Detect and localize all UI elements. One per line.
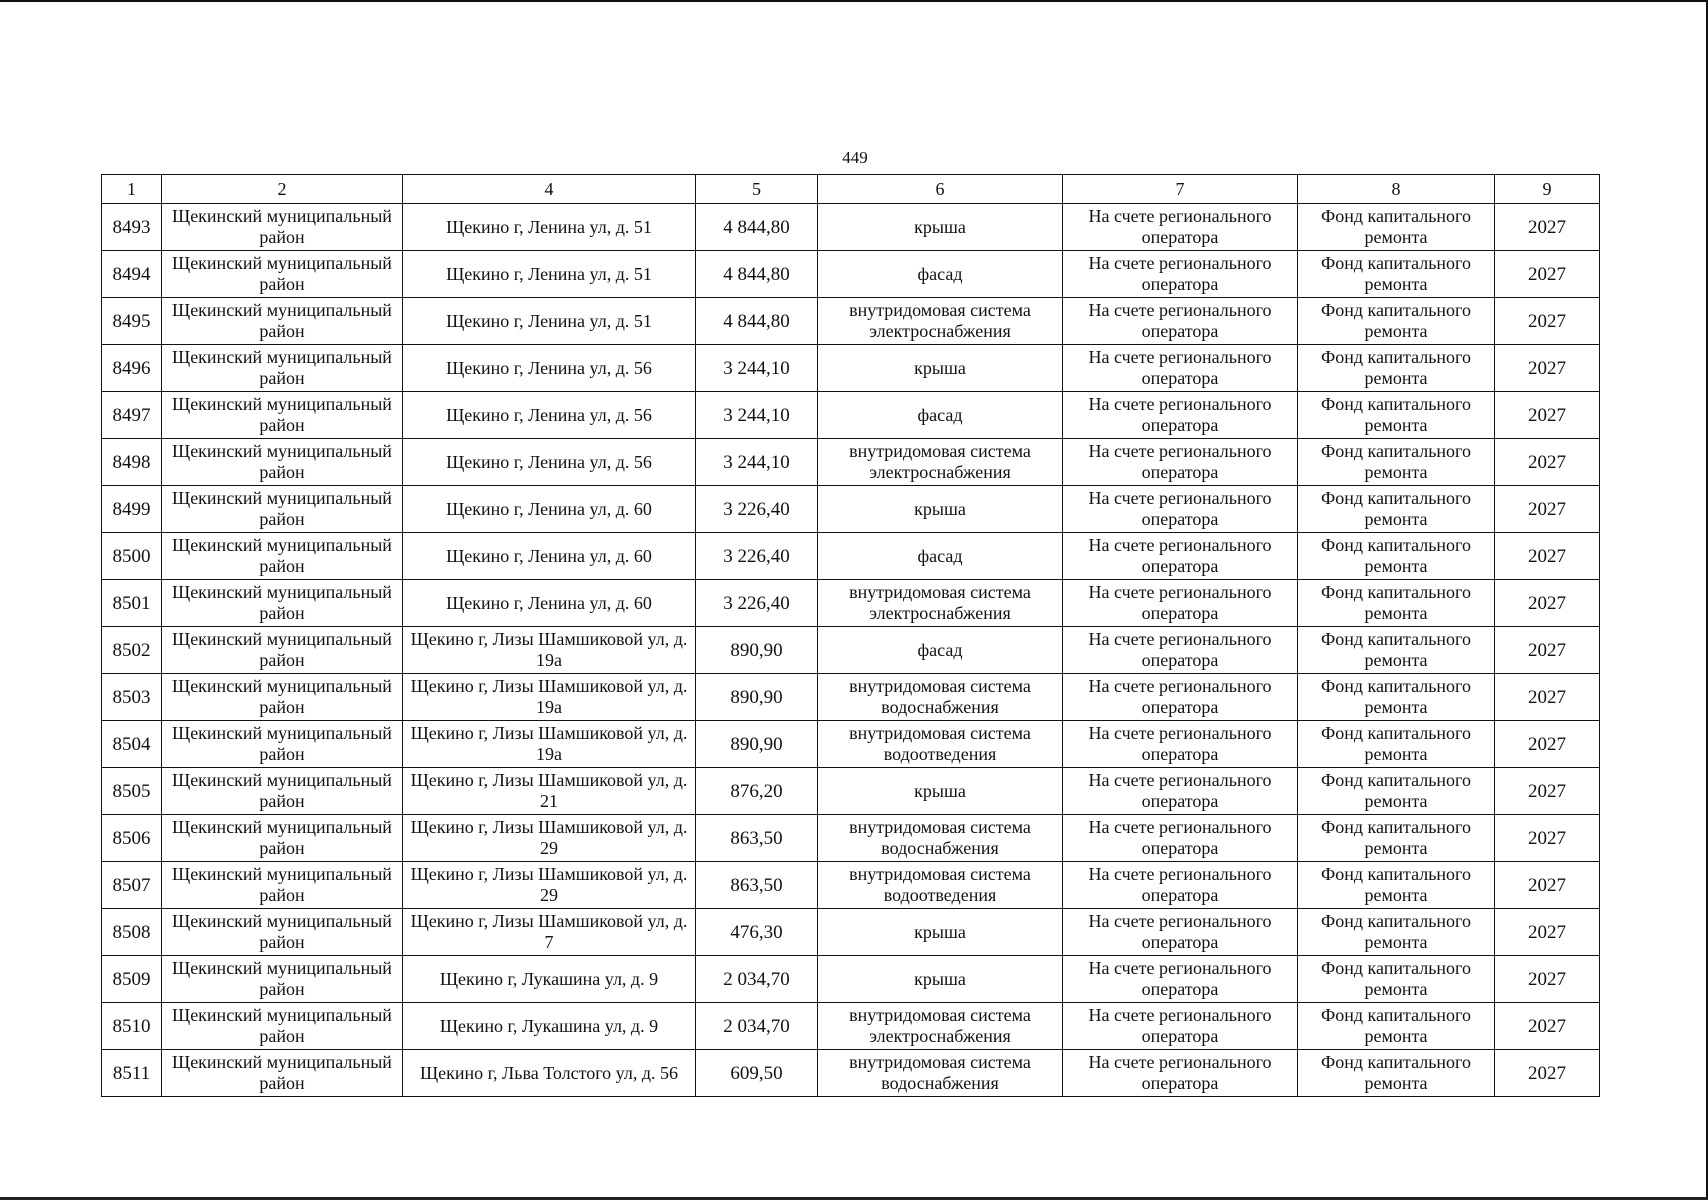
row-number-cell: 8498: [102, 439, 162, 486]
year-cell: 2027: [1495, 627, 1600, 674]
structural-element-cell: крыша: [818, 204, 1063, 251]
address-cell: Щекино г, Лукашина ул, д. 9: [403, 1003, 696, 1050]
table-row: [102, 345, 1600, 392]
funding-source-cell: Фонд капитального ремонта: [1298, 768, 1495, 815]
table-row: [102, 486, 1600, 533]
funding-source-cell: Фонд капитального ремонта: [1298, 392, 1495, 439]
area-cell: 890,90: [696, 721, 818, 768]
area-cell: 863,50: [696, 815, 818, 862]
year-cell: 2027: [1495, 345, 1600, 392]
area-cell: 3 244,10: [696, 392, 818, 439]
area-cell: 2 034,70: [696, 1003, 818, 1050]
row-number-cell: 8500: [102, 533, 162, 580]
funding-source-cell: Фонд капитального ремонта: [1298, 345, 1495, 392]
address-cell: Щекино г, Лизы Шамшиковой ул, д. 19а: [403, 627, 696, 674]
address-cell: Щекино г, Ленина ул, д. 56: [403, 345, 696, 392]
table-row: [102, 815, 1600, 862]
fund-account-cell: На счете регионального оператора: [1063, 251, 1298, 298]
address-cell: Щекино г, Ленина ул, д. 56: [403, 392, 696, 439]
structural-element-cell: внутридомовая система электроснабжения: [818, 439, 1063, 486]
district-cell: Щекинский муниципальный район: [162, 768, 403, 815]
structural-element-cell: внутридомовая система водоотведения: [818, 862, 1063, 909]
address-cell: Щекино г, Ленина ул, д. 51: [403, 204, 696, 251]
year-cell: 2027: [1495, 1003, 1600, 1050]
funding-source-cell: Фонд капитального ремонта: [1298, 909, 1495, 956]
table-row: [102, 439, 1600, 486]
year-cell: 2027: [1495, 956, 1600, 1003]
year-cell: 2027: [1495, 862, 1600, 909]
table-row: [102, 392, 1600, 439]
district-cell: Щекинский муниципальный район: [162, 580, 403, 627]
funding-source-cell: Фонд капитального ремонта: [1298, 1003, 1495, 1050]
address-cell: Щекино г, Лизы Шамшиковой ул, д. 19а: [403, 674, 696, 721]
year-cell: 2027: [1495, 251, 1600, 298]
fund-account-cell: На счете регионального оператора: [1063, 768, 1298, 815]
area-cell: 3 244,10: [696, 345, 818, 392]
year-cell: 2027: [1495, 674, 1600, 721]
address-cell: Щекино г, Лизы Шамшиковой ул, д. 19а: [403, 721, 696, 768]
fund-account-cell: На счете регионального оператора: [1063, 204, 1298, 251]
table-row: [102, 251, 1600, 298]
area-cell: 863,50: [696, 862, 818, 909]
area-cell: 3 244,10: [696, 439, 818, 486]
fund-account-cell: На счете регионального оператора: [1063, 580, 1298, 627]
district-cell: Щекинский муниципальный район: [162, 345, 403, 392]
fund-account-cell: На счете регионального оператора: [1063, 815, 1298, 862]
funding-source-cell: Фонд капитального ремонта: [1298, 815, 1495, 862]
district-cell: Щекинский муниципальный район: [162, 956, 403, 1003]
fund-account-cell: На счете регионального оператора: [1063, 909, 1298, 956]
column-header: 4: [403, 175, 696, 204]
column-header: 6: [818, 175, 1063, 204]
funding-source-cell: Фонд капитального ремонта: [1298, 251, 1495, 298]
row-number-cell: 8493: [102, 204, 162, 251]
area-cell: 4 844,80: [696, 204, 818, 251]
table-row: [102, 862, 1600, 909]
district-cell: Щекинский муниципальный район: [162, 909, 403, 956]
table-row: [102, 674, 1600, 721]
year-cell: 2027: [1495, 439, 1600, 486]
structural-element-cell: фасад: [818, 392, 1063, 439]
funding-source-cell: Фонд капитального ремонта: [1298, 439, 1495, 486]
row-number-cell: 8507: [102, 862, 162, 909]
district-cell: Щекинский муниципальный район: [162, 674, 403, 721]
row-number-cell: 8509: [102, 956, 162, 1003]
area-cell: 890,90: [696, 674, 818, 721]
row-number-cell: 8494: [102, 251, 162, 298]
funding-source-cell: Фонд капитального ремонта: [1298, 533, 1495, 580]
structural-element-cell: внутридомовая система электроснабжения: [818, 298, 1063, 345]
page-number: 449: [842, 148, 868, 167]
funding-source-cell: Фонд капитального ремонта: [1298, 956, 1495, 1003]
address-cell: Щекино г, Ленина ул, д. 60: [403, 580, 696, 627]
row-number-cell: 8501: [102, 580, 162, 627]
area-cell: 3 226,40: [696, 533, 818, 580]
structural-element-cell: крыша: [818, 909, 1063, 956]
structural-element-cell: крыша: [818, 768, 1063, 815]
fund-account-cell: На счете регионального оператора: [1063, 674, 1298, 721]
row-number-cell: 8504: [102, 721, 162, 768]
funding-source-cell: Фонд капитального ремонта: [1298, 486, 1495, 533]
fund-account-cell: На счете регионального оператора: [1063, 956, 1298, 1003]
year-cell: 2027: [1495, 768, 1600, 815]
row-number-cell: 8499: [102, 486, 162, 533]
table-row: [102, 627, 1600, 674]
district-cell: Щекинский муниципальный район: [162, 204, 403, 251]
address-cell: Щекино г, Лизы Шамшиковой ул, д. 7: [403, 909, 696, 956]
structural-element-cell: внутридомовая система водоснабжения: [818, 815, 1063, 862]
structural-element-cell: крыша: [818, 345, 1063, 392]
area-cell: 4 844,80: [696, 298, 818, 345]
page-top-edge: [0, 0, 1708, 2]
column-header: 7: [1063, 175, 1298, 204]
year-cell: 2027: [1495, 815, 1600, 862]
address-cell: Щекино г, Ленина ул, д. 60: [403, 533, 696, 580]
district-cell: Щекинский муниципальный район: [162, 815, 403, 862]
district-cell: Щекинский муниципальный район: [162, 392, 403, 439]
row-number-cell: 8497: [102, 392, 162, 439]
district-cell: Щекинский муниципальный район: [162, 627, 403, 674]
funding-source-cell: Фонд капитального ремонта: [1298, 674, 1495, 721]
district-cell: Щекинский муниципальный район: [162, 298, 403, 345]
year-cell: 2027: [1495, 721, 1600, 768]
year-cell: 2027: [1495, 580, 1600, 627]
column-header: 8: [1298, 175, 1495, 204]
funding-source-cell: Фонд капитального ремонта: [1298, 721, 1495, 768]
area-cell: 4 844,80: [696, 251, 818, 298]
area-cell: 3 226,40: [696, 580, 818, 627]
district-cell: Щекинский муниципальный район: [162, 1050, 403, 1097]
table-row: [102, 956, 1600, 1003]
table-body: [102, 204, 1600, 1097]
table-row: [102, 533, 1600, 580]
district-cell: Щекинский муниципальный район: [162, 251, 403, 298]
fund-account-cell: На счете регионального оператора: [1063, 627, 1298, 674]
address-cell: Щекино г, Лизы Шамшиковой ул, д. 29: [403, 862, 696, 909]
area-cell: 890,90: [696, 627, 818, 674]
row-number-cell: 8506: [102, 815, 162, 862]
column-header: 1: [102, 175, 162, 204]
address-cell: Щекино г, Ленина ул, д. 60: [403, 486, 696, 533]
structural-element-cell: фасад: [818, 533, 1063, 580]
table-row: [102, 1003, 1600, 1050]
address-cell: Щекино г, Лизы Шамшиковой ул, д. 21: [403, 768, 696, 815]
fund-account-cell: На счете регионального оператора: [1063, 486, 1298, 533]
funding-source-cell: Фонд капитального ремонта: [1298, 862, 1495, 909]
address-cell: Щекино г, Лукашина ул, д. 9: [403, 956, 696, 1003]
repair-schedule-table: [101, 174, 1600, 1097]
funding-source-cell: Фонд капитального ремонта: [1298, 1050, 1495, 1097]
row-number-cell: 8496: [102, 345, 162, 392]
district-cell: Щекинский муниципальный район: [162, 1003, 403, 1050]
year-cell: 2027: [1495, 204, 1600, 251]
table-row: [102, 909, 1600, 956]
address-cell: Щекино г, Ленина ул, д. 51: [403, 298, 696, 345]
column-header: 5: [696, 175, 818, 204]
year-cell: 2027: [1495, 909, 1600, 956]
table-row: [102, 580, 1600, 627]
table-row: [102, 204, 1600, 251]
funding-source-cell: Фонд капитального ремонта: [1298, 298, 1495, 345]
fund-account-cell: На счете регионального оператора: [1063, 721, 1298, 768]
area-cell: 476,30: [696, 909, 818, 956]
fund-account-cell: На счете регионального оператора: [1063, 533, 1298, 580]
year-cell: 2027: [1495, 298, 1600, 345]
structural-element-cell: крыша: [818, 486, 1063, 533]
address-cell: Щекино г, Лизы Шамшиковой ул, д. 29: [403, 815, 696, 862]
district-cell: Щекинский муниципальный район: [162, 862, 403, 909]
row-number-cell: 8505: [102, 768, 162, 815]
fund-account-cell: На счете регионального оператора: [1063, 298, 1298, 345]
funding-source-cell: Фонд капитального ремонта: [1298, 580, 1495, 627]
header-row: [102, 175, 1600, 204]
funding-source-cell: Фонд капитального ремонта: [1298, 204, 1495, 251]
fund-account-cell: На счете регионального оператора: [1063, 862, 1298, 909]
table-row: [102, 721, 1600, 768]
structural-element-cell: внутридомовая система водоснабжения: [818, 674, 1063, 721]
address-cell: Щекино г, Ленина ул, д. 56: [403, 439, 696, 486]
district-cell: Щекинский муниципальный район: [162, 533, 403, 580]
year-cell: 2027: [1495, 1050, 1600, 1097]
structural-element-cell: внутридомовая система водоотведения: [818, 721, 1063, 768]
structural-element-cell: внутридомовая система электроснабжения: [818, 580, 1063, 627]
district-cell: Щекинский муниципальный район: [162, 439, 403, 486]
area-cell: 3 226,40: [696, 486, 818, 533]
row-number-cell: 8502: [102, 627, 162, 674]
fund-account-cell: На счете регионального оператора: [1063, 439, 1298, 486]
row-number-cell: 8503: [102, 674, 162, 721]
year-cell: 2027: [1495, 533, 1600, 580]
row-number-cell: 8510: [102, 1003, 162, 1050]
area-cell: 2 034,70: [696, 956, 818, 1003]
structural-element-cell: фасад: [818, 627, 1063, 674]
row-number-cell: 8508: [102, 909, 162, 956]
fund-account-cell: На счете регионального оператора: [1063, 345, 1298, 392]
district-cell: Щекинский муниципальный район: [162, 486, 403, 533]
funding-source-cell: Фонд капитального ремонта: [1298, 627, 1495, 674]
area-cell: 609,50: [696, 1050, 818, 1097]
row-number-cell: 8511: [102, 1050, 162, 1097]
fund-account-cell: На счете регионального оператора: [1063, 1050, 1298, 1097]
fund-account-cell: На счете регионального оператора: [1063, 392, 1298, 439]
column-header: 2: [162, 175, 403, 204]
structural-element-cell: внутридомовая система водоснабжения: [818, 1050, 1063, 1097]
table-row: [102, 298, 1600, 345]
area-cell: 876,20: [696, 768, 818, 815]
year-cell: 2027: [1495, 392, 1600, 439]
district-cell: Щекинский муниципальный район: [162, 721, 403, 768]
address-cell: Щекино г, Льва Толстого ул, д. 56: [403, 1050, 696, 1097]
table-row: [102, 768, 1600, 815]
structural-element-cell: фасад: [818, 251, 1063, 298]
table-row: [102, 1050, 1600, 1097]
address-cell: Щекино г, Ленина ул, д. 51: [403, 251, 696, 298]
year-cell: 2027: [1495, 486, 1600, 533]
structural-element-cell: внутридомовая система электроснабжения: [818, 1003, 1063, 1050]
fund-account-cell: На счете регионального оператора: [1063, 1003, 1298, 1050]
column-header: 9: [1495, 175, 1600, 204]
structural-element-cell: крыша: [818, 956, 1063, 1003]
row-number-cell: 8495: [102, 298, 162, 345]
